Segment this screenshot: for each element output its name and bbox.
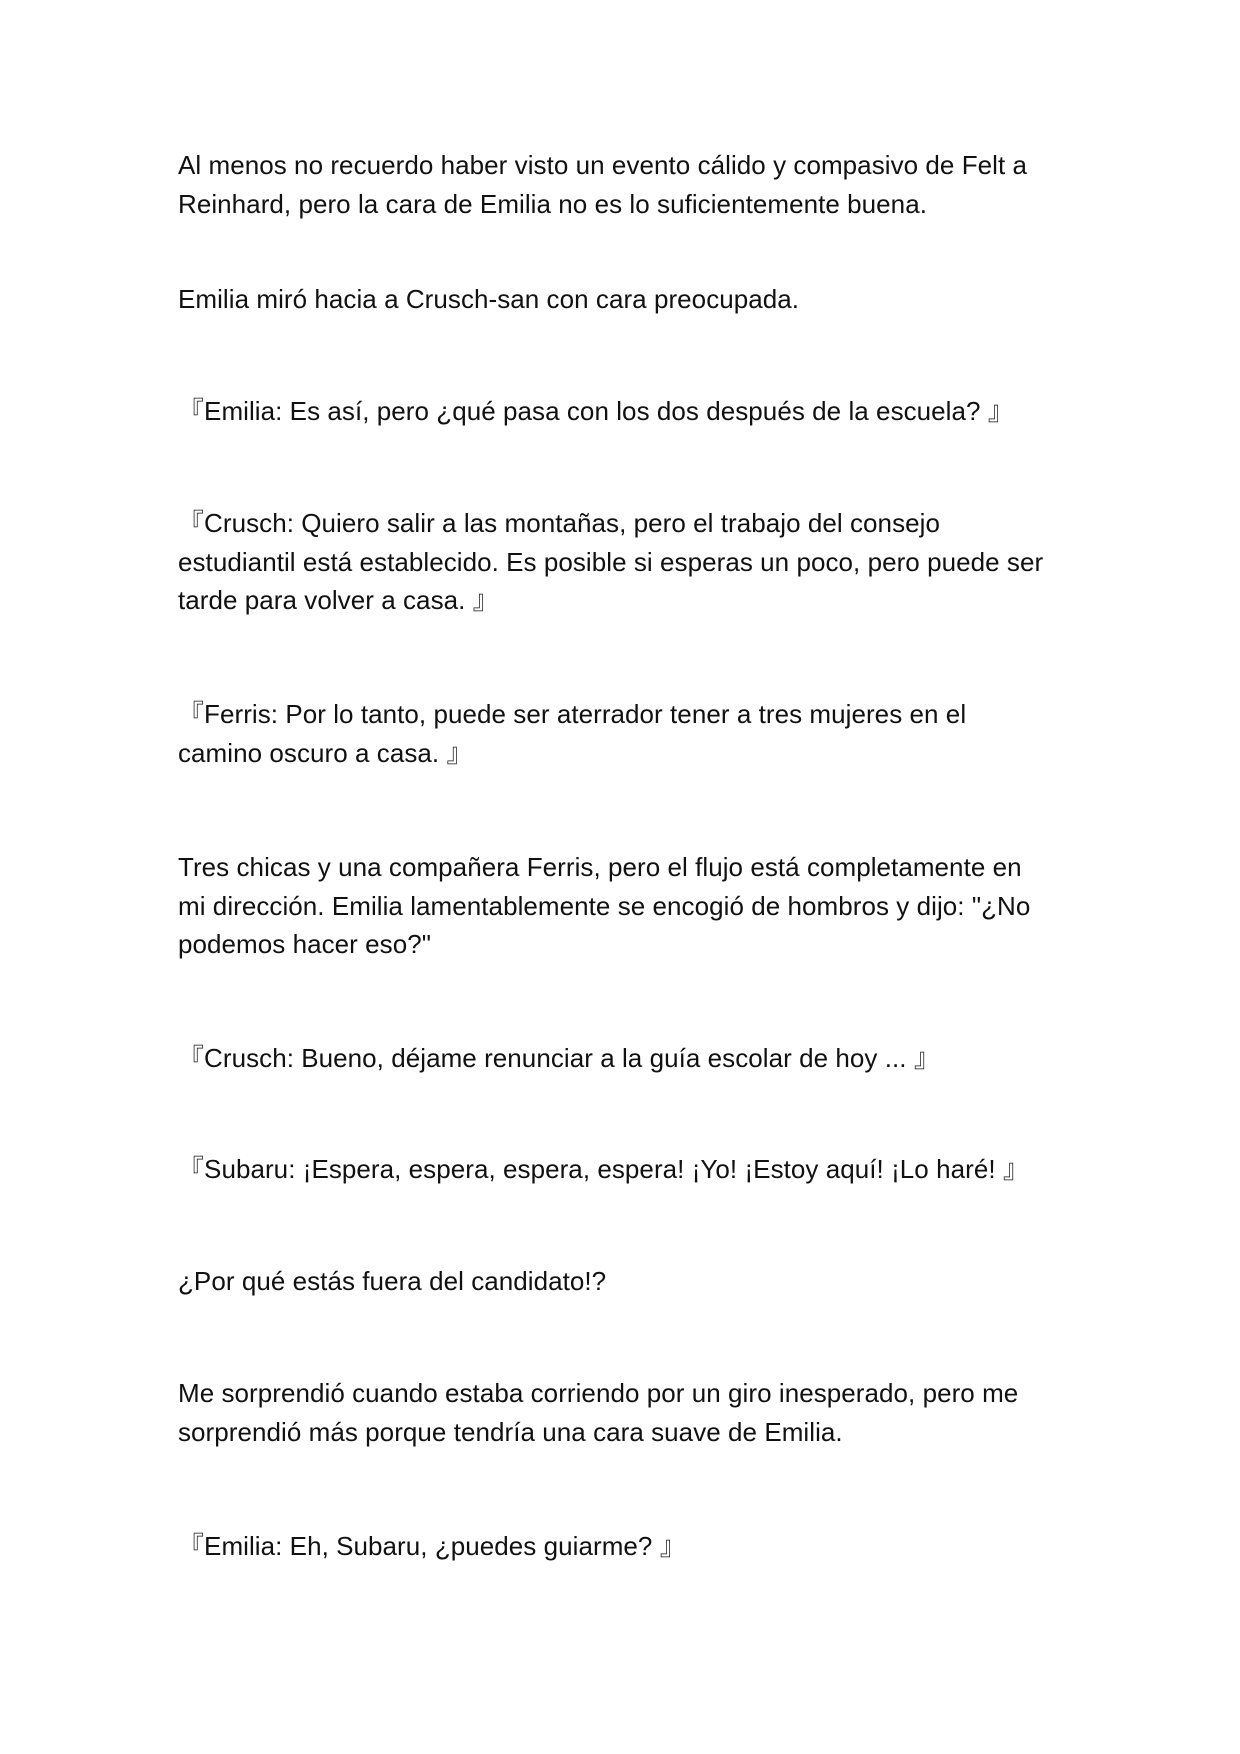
paragraph-1	[178, 146, 1078, 223]
text-line: estudiantil está establecido. Es posible si esperas un poco, pero puede ser	[178, 546, 1044, 577]
dialogue-ferris	[178, 695, 1078, 772]
text-line: Tres chicas y una compañera Ferris, pero el flujo está completamente en	[178, 852, 1022, 882]
dialogue-crusch-2	[178, 1039, 1078, 1078]
text-line: 『Crusch: Bueno, déjame renunciar a la guía escolar de hoy ... 』	[178, 1043, 940, 1073]
text-line: sorprendió más porque tendría una cara suave de Emilia.	[178, 1416, 843, 1447]
text-line: Emilia miró hacia a Crusch-san con cara preocupada.	[178, 284, 800, 314]
text-line: ¿Por qué estás fuera del candidato!?	[178, 1266, 607, 1296]
text-line: 『Ferris: Por lo tanto, puede ser aterrador tener a tres mujeres en el	[178, 699, 967, 729]
text-line: Reinhard, pero la cara de Emilia no es lo suficientemente buena.	[178, 188, 927, 219]
text-line: mi dirección. Emilia lamentablemente se encogió de hombros y dijo: "¿No	[178, 890, 1031, 921]
dialogue-crusch-1	[178, 504, 1078, 620]
text-line: Al menos no recuerdo haber visto un evento cálido y compasivo de Felt a	[178, 150, 1028, 180]
text-line: camino oscuro a casa. 』	[178, 737, 473, 768]
text-line: tarde para volver a casa. 』	[178, 585, 499, 615]
text-line: Me sorprendió cuando estaba corriendo por un giro inesperado, pero me	[178, 1378, 1019, 1408]
paragraph-5	[178, 1374, 1078, 1451]
dialogue-emilia-2	[178, 1527, 1078, 1566]
paragraph-2	[178, 280, 1078, 319]
text-line: podemos hacer eso?"	[178, 929, 432, 959]
text-line: 『Subaru: ¡Espera, espera, espera, espera! ¡Yo! ¡Estoy aquí! ¡Lo haré! 』	[178, 1154, 1029, 1184]
paragraph-4	[178, 1262, 1078, 1301]
text-line: 『Emilia: Es así, pero ¿qué pasa con los dos después de la escuela? 』	[178, 396, 1014, 426]
paragraph-3	[178, 848, 1078, 964]
text-line: 『Emilia: Eh, Subaru, ¿puedes guiarme? 』	[178, 1531, 686, 1561]
dialogue-subaru	[178, 1150, 1078, 1189]
dialogue-emilia-1	[178, 392, 1078, 431]
text-line: 『Crusch: Quiero salir a las montañas, pero el trabajo del consejo	[178, 508, 940, 538]
